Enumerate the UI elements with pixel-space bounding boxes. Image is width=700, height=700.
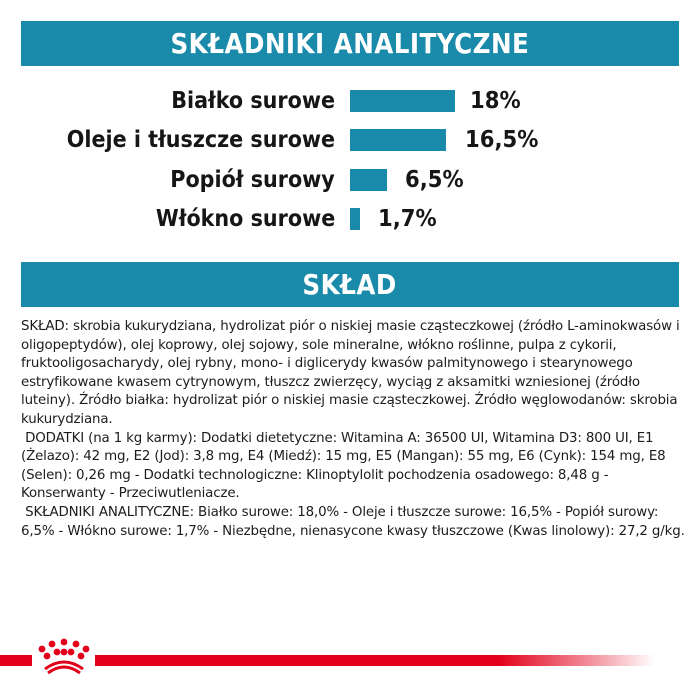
composition-text	[21, 318, 685, 541]
brand-footer	[0, 636, 700, 686]
chart-row-fibre	[0, 204, 700, 234]
analytics-header-band	[21, 21, 679, 66]
analytics-header-title: SKŁADNIKI ANALITYCZNE	[170, 27, 530, 60]
chart-row-value: 6,5%	[405, 167, 464, 193]
composition-ingredients: SKŁAD: skrobia kukurydziana, hydrolizat piór o niskiej masie cząsteczkowej (źródło L-aminokwasów i oligopeptydów), olej koprowy, olej sojowy, sole mineralne, włókno roślinne, pulpa z cykorii, fruktooligosacharydy, olej rybny, mono- i diglicerydy kwasów palmitynowego i stearynowego estryfikowane kwasem cytrynowym, tłuszcz zwierzęcy, wyciąg z aksamitki wzniesionej (źródło luteiny). Źródło białka: hydrolizat piór o niskiej masie cząsteczkowej. Źródło węglowodanów: skrobia kukurydziana.	[21, 319, 684, 427]
chart-row-value: 16,5%	[465, 127, 539, 153]
chart-row-label: Oleje i tłuszcze surowe	[66, 127, 335, 153]
chart-bar	[350, 90, 455, 112]
composition-header-title: SKŁAD	[302, 268, 398, 301]
chart-bar	[350, 169, 387, 191]
chart-row-label: Białko surowe	[171, 88, 335, 114]
chart-row-ash	[0, 165, 700, 195]
analytics-bar-chart	[0, 80, 700, 240]
royal-canin-crown-icon	[36, 638, 92, 678]
chart-row-fat	[0, 125, 700, 155]
composition-analytical: SKŁADNIKI ANALITYCZNE: Białko surowe: 18,0% - Oleje i tłuszcze surowe: 16,5% - Popiół surowy: 6,5% - Włókno surowe: 1,7% - Niezbędne, nienasycone kwasy tłuszczowe (Kwas linolowy): 27,2 g/kg.	[21, 504, 685, 539]
chart-row-protein	[0, 86, 700, 116]
composition-additives: DODATKI (na 1 kg karmy): Dodatki dietetyczne: Witamina A: 36500 UI, Witamina D3: 800 UI, E1 (Żelazo): 42 mg, E2 (Jod): 3,8 mg, E4 (Miedź): 15 mg, E5 (Mangan): 55 mg, E6 (Cynk): 154 mg, E8 (Selen): 0,26 mg - Dodatki technologiczne: Klinoptylolit pochodzenia osadowego: 8,48 g - Konserwanty - Przeciwutleniacze.	[21, 430, 670, 502]
chart-row-value: 18%	[470, 88, 521, 114]
chart-row-value: 1,7%	[378, 206, 437, 232]
brand-red-line-right	[95, 655, 655, 666]
composition-header-band	[21, 262, 679, 307]
chart-row-label: Popiół surowy	[170, 167, 335, 193]
chart-row-label: Włókno surowe	[155, 206, 335, 232]
chart-bar	[350, 208, 360, 230]
brand-red-line-left	[0, 655, 32, 666]
chart-bar	[350, 129, 446, 151]
